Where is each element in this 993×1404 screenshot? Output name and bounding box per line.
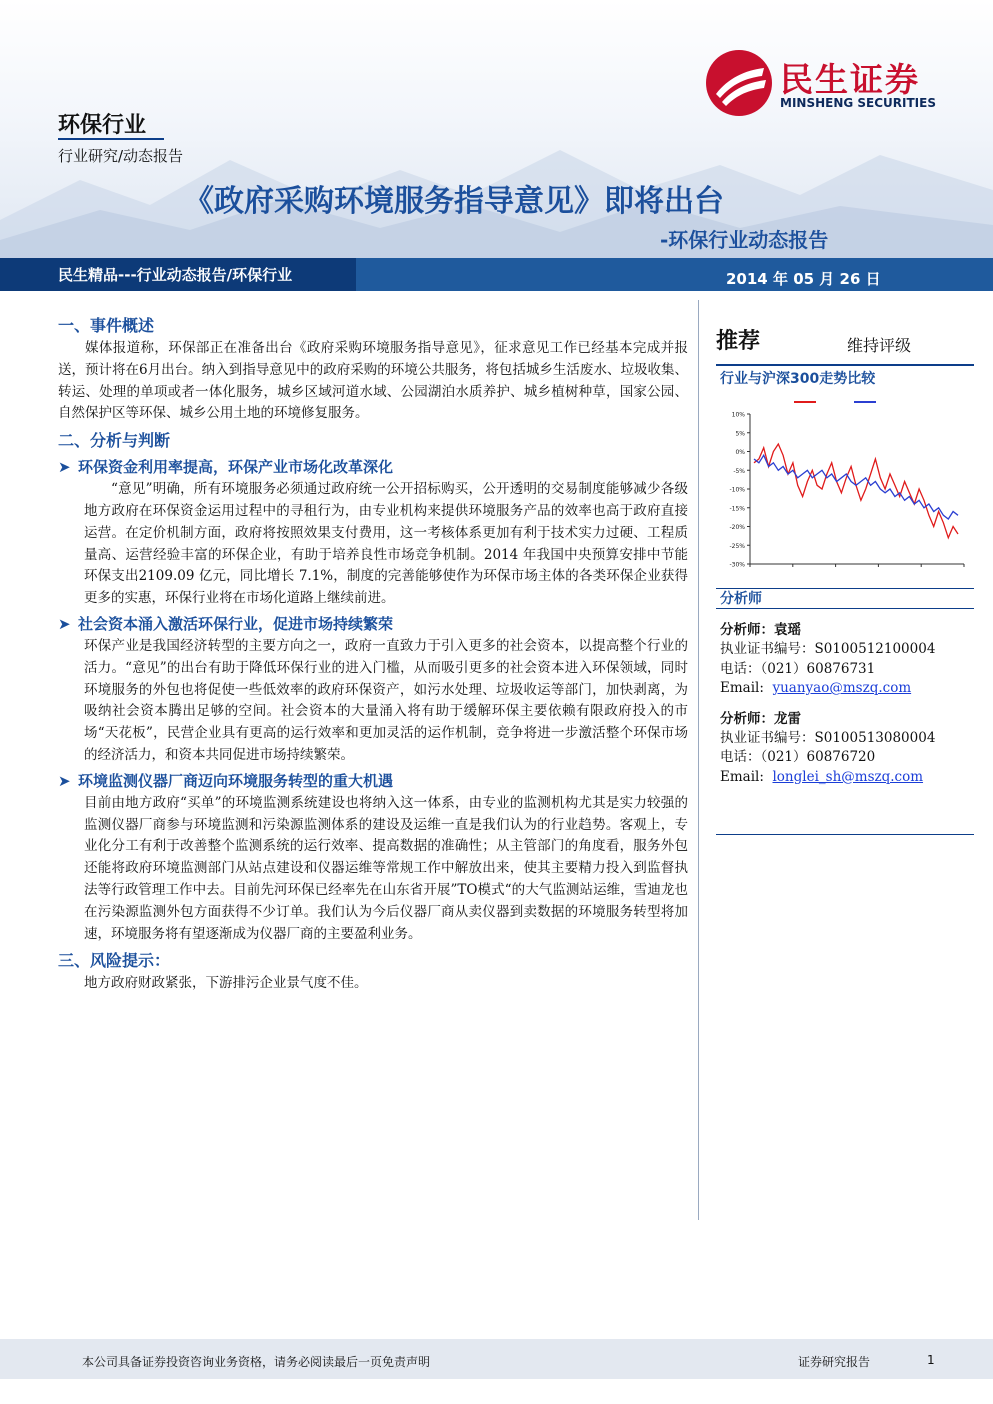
subsection-heading-text: 社会资本涌入激活环保行业，促进市场持续繁荣 (78, 614, 394, 633)
report-title: 《政府采购环境服务指导意见》即将出台 (184, 184, 724, 219)
analyst-phone: 电话：（021）60876731 (720, 660, 876, 677)
section-heading: 一、事件概述 (58, 316, 155, 335)
subsection-heading (58, 455, 688, 479)
y-tick-label: -25% (729, 542, 745, 550)
analyst-email-link[interactable]: longlei_sh@mszq.com (772, 768, 924, 785)
divider (716, 608, 974, 609)
analyst-phone: 电话：（021）60876720 (720, 749, 876, 765)
subsection-heading (58, 769, 688, 793)
y-tick-label: -30% (729, 561, 745, 569)
analyst-email-link[interactable]: yuanyao@mszq.com (772, 680, 912, 696)
recommendation-label: 推荐 (716, 329, 761, 354)
chart-background (720, 392, 974, 588)
analyst-list (720, 620, 974, 797)
footer-report-label: 证券研究报告 (798, 1355, 871, 1369)
report-date: 2014 年 05 月 26 日 (726, 270, 881, 288)
section-heading: 二、分析与判断 (58, 431, 171, 451)
analyst-card (720, 620, 974, 699)
recommendation-rating: 维持评级 (847, 336, 912, 355)
analyst-email-row (720, 679, 974, 699)
arrow-bullet-icon: ➤ (58, 771, 71, 790)
subsection-heading-text: 环境监测仪器厂商迈向环境服务转型的重大机遇 (78, 771, 394, 790)
y-tick-label: -5% (733, 467, 745, 475)
main-content (58, 314, 688, 995)
paragraph: “意见”明确，所有环境服务必须通过政府统一公开招标购买，公开透明的交易制度能够减少各级地方政府在环保资金运用过程中的寻租行为，由专业机构来提供环境服务产品的效率也高于政府直接运营。在定价机制方面，政府将按照效果支付费用，这一考核体系更加有利于技术实力过硬、工程质量高、运营经验丰富的环保企业，有助于培养良性市场竞争机制。2014 年我国中央预算安排中节能环保支出2109.09 亿元，同比增长 7.1%，制度的完善能够使作为环保市场主体的各类环保企业获得更多的实惠，环保行业将在市场化道路上继续前进。 (84, 481, 688, 607)
arrow-bullet-icon: ➤ (58, 458, 71, 477)
y-tick-label: 5% (735, 430, 745, 438)
page-number: 1 (927, 1353, 935, 1367)
arrow-bullet-icon: ➤ (58, 614, 71, 633)
paragraph: 地方政府财政紧张，下游排污企业景气度不佳。 (84, 975, 368, 992)
paragraph: 目前由地方政府“买单”的环境监测系统建设也将纳入这一体系，由专业的监测机构尤其是实力较强的监测仪器厂商参与环境监测和污染源监测体系的建设及运维一直是我们认为的行业趋势。客观上，专业化分工有利于改善整个监测系统的运行效率、提高数据的准确性；从主管部门的角度看，服务外包还能将政府环境监测部门从站点建设和仪器运维等常规工作中解放出来，使其主要精力投入到监督执法等行政管理工作中去。目前先河环保已经率先在山东省开展”TO模式“的大气监测站运维，雪迪龙也在污染源监测外包方面获得不少订单。我们认为今后仪器厂商从卖仪器到卖数据的环境服务转型将加速，环境服务将有望逐渐成为仪器厂商的主要盈利业务。 (84, 794, 688, 942)
company-logo (706, 50, 946, 120)
chart-title: 行业与沪深300走势比较 (720, 371, 876, 387)
section-heading: 三、风险提示： (58, 951, 171, 971)
industry-name: 环保行业 (58, 113, 147, 138)
analyst-name: 分析师：袁瑶 (720, 622, 801, 638)
logo-text-cn: 民生证券 (780, 60, 920, 99)
divider (716, 834, 974, 835)
report-type: 行业研究/动态报告 (58, 147, 184, 165)
paragraph: 环保产业是我国经济转型的主要方向之一，政府一直致力于引入更多的社会资本，以提高整个行业的活力。“意见”的出台有助于降低环保行业的进入门槛，从而吸引更多的社会资本进入环保领域，同时环境服务的外包也将促使一些低效率的政府环保资产，如污水处理、垃圾收运等部门，加快剥离，为吸纳社会资本腾出足够的空间。社会资本的大量涌入将有助于缓解环保主要依赖有限政府投入的市场“天花板”，民营企业具有更高的运行效率和更加灵活的运作机制，竞争将进一步激活整个环保市场的经济活力，和资本共同促进市场持续繁荣。 (84, 637, 688, 763)
report-subtitle: -环保行业动态报告 (660, 228, 829, 252)
column-divider (698, 300, 699, 1220)
analyst-email-row (720, 768, 974, 788)
logo-text-en: MINSHENG SECURITIES (780, 96, 936, 110)
y-tick-label: -15% (729, 505, 745, 513)
analyst-card (720, 709, 974, 788)
divider (716, 364, 974, 366)
subsection-heading-text: 环保资金利用率提高，环保产业市场化改革深化 (78, 458, 394, 477)
trend-chart (720, 392, 974, 588)
footer-disclaimer: 本公司具备证券投资咨询业务资格，请务必阅读最后一页免责声明 (82, 1355, 431, 1369)
analyst-cert: 执业证书编号：S0100513080004 (720, 729, 936, 746)
y-tick-label: -20% (729, 524, 745, 531)
analyst-heading: 分析师 (720, 591, 762, 607)
logo-mark-icon (706, 50, 772, 116)
subsection-heading (58, 612, 688, 636)
y-tick-label: 0% (735, 449, 745, 456)
paragraph: 媒体报道称，环保部正在准备出台《政府采购环境服务指导意见》，征求意见工作已经基本完成并报送，预计将在6月出台。纳入到指导意见中的政府采购的环境公共服务，将包括城乡生活废水、垃圾收集、转运、处理的单项或者一体化服务，城乡区域河道水域、公园湖泊水质养护、城乡植树种草，国家公园、自然保护区等环保、城乡公用土地的环境修复服务。 (58, 340, 688, 422)
industry-underline (58, 138, 164, 140)
email-label: Email: (720, 768, 764, 785)
series-label: 民生精品---行业动态报告/环保行业 (58, 266, 293, 284)
analyst-cert: 执业证书编号：S0100512100004 (720, 641, 936, 657)
analyst-name: 分析师：龙雷 (720, 710, 801, 727)
y-tick-label: -10% (729, 486, 745, 494)
email-label: Email: (720, 680, 764, 696)
y-tick-label: 10% (731, 411, 745, 419)
